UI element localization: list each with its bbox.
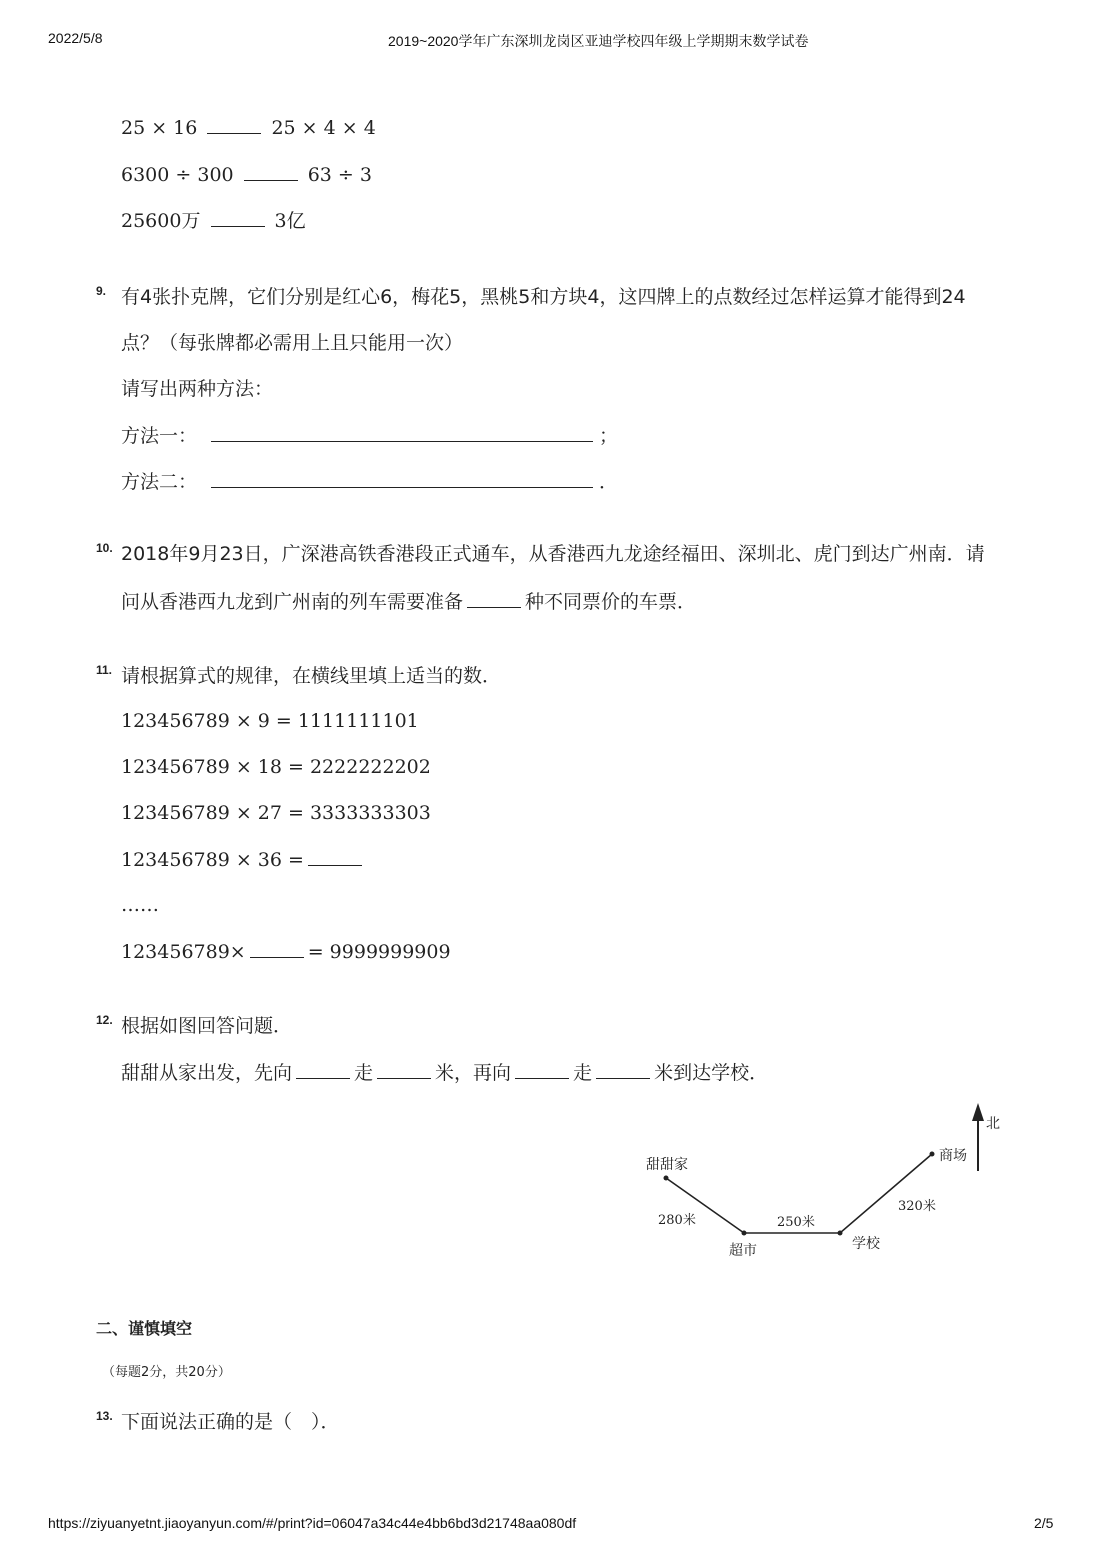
answer-blank bbox=[207, 115, 261, 134]
question-text: 请根据算式的规律，在横线里填上适当的数． bbox=[121, 665, 502, 687]
question-number: 12. bbox=[96, 1013, 113, 1027]
answer-blank bbox=[296, 1060, 350, 1079]
question-text: 根据如图回答问题． bbox=[121, 1015, 293, 1037]
question-number: 11. bbox=[96, 663, 113, 677]
answer-blank bbox=[596, 1060, 650, 1079]
answer-blank bbox=[244, 162, 298, 181]
compare-left: 6300 ÷ 300 bbox=[121, 164, 234, 186]
question-text: 下面说法正确的是（ ）． bbox=[121, 1411, 340, 1433]
question-text-row bbox=[121, 589, 696, 614]
equation-row bbox=[121, 847, 366, 872]
distance-label: 250米 bbox=[777, 1215, 815, 1230]
school-label: 学校 bbox=[852, 1236, 880, 1252]
equation: 123456789× bbox=[121, 941, 246, 963]
compare-right: 63 ÷ 3 bbox=[307, 164, 372, 186]
equation: 123456789 × 9 = 1111111101 bbox=[121, 710, 419, 732]
mall-label: 商场 bbox=[939, 1148, 967, 1164]
compare-row-2 bbox=[121, 162, 372, 187]
question-text: 米，再向 bbox=[435, 1062, 512, 1084]
page-number: 2/5 bbox=[1034, 1515, 1054, 1531]
question-number: 10. bbox=[96, 541, 113, 555]
question-text-row bbox=[121, 1060, 768, 1085]
answer-blank bbox=[250, 939, 304, 958]
compare-right: 25 × 4 × 4 bbox=[271, 117, 376, 139]
question-text: 甜甜从家出发，先向 bbox=[121, 1062, 293, 1084]
supermarket-label: 超市 bbox=[729, 1243, 757, 1259]
equation-row bbox=[121, 939, 451, 964]
school-point bbox=[838, 1231, 843, 1236]
compare-row-1 bbox=[121, 115, 376, 140]
equation: 123456789 × 36 = bbox=[121, 849, 304, 871]
equation: = 9999999909 bbox=[307, 941, 451, 963]
question-text: 有4张扑克牌，它们分别是红心6，梅花5，黑桃5和方块4，这四牌上的点数经过怎样运算才能得到24 bbox=[121, 286, 966, 308]
answer-blank bbox=[308, 847, 362, 866]
question-text: 走 bbox=[354, 1062, 374, 1084]
print-date: 2022/5/8 bbox=[48, 30, 103, 46]
compare-right: 3亿 bbox=[274, 210, 306, 232]
distance-label: 280米 bbox=[658, 1213, 696, 1228]
answer-blank bbox=[467, 589, 521, 608]
equation: 123456789 × 18 = 2222222202 bbox=[121, 756, 431, 778]
question-number: 13. bbox=[96, 1409, 113, 1423]
question-text: 种不同票价的车票． bbox=[525, 591, 697, 613]
question-text: 请写出两种方法： bbox=[121, 378, 274, 400]
answer-blank bbox=[211, 208, 265, 227]
question-text: 走 bbox=[573, 1062, 593, 1084]
question-text: 2018年9月23日，广深港高铁香港段正式通车，从香港西九龙途经福田、深圳北、虎门到达广州南．请 bbox=[121, 543, 985, 565]
equation: 123456789 × 27 = 3333333303 bbox=[121, 802, 431, 824]
answer-blank bbox=[377, 1060, 431, 1079]
method-label: 方法二： bbox=[121, 471, 198, 493]
punctuation: ； bbox=[599, 425, 619, 447]
north-arrow-icon bbox=[972, 1103, 984, 1121]
method-1-row bbox=[121, 423, 618, 448]
section-note: （每题2分，共20分） bbox=[102, 1365, 231, 1380]
section-title: 二、谨慎填空 bbox=[96, 1319, 193, 1338]
home-label: 甜甜家 bbox=[646, 1157, 688, 1173]
mall-point bbox=[930, 1152, 935, 1157]
method-label: 方法一： bbox=[121, 425, 198, 447]
distance-label: 320米 bbox=[898, 1199, 936, 1214]
question-number: 9. bbox=[96, 284, 107, 298]
question-text: 点？（每张牌都必需用上且只能用一次） bbox=[121, 332, 464, 354]
method-2-row bbox=[121, 469, 618, 494]
compare-left: 25600万 bbox=[121, 210, 201, 232]
question-text: 米到达学校． bbox=[654, 1062, 769, 1084]
answer-blank bbox=[515, 1060, 569, 1079]
footer-url[interactable]: https://ziyuanyetnt.jiaoyanyun.com/#/print?id=06047a34c44e4bb6bd3d21748aa080df bbox=[48, 1515, 577, 1531]
document-title: 2019~2020学年广东深圳龙岗区亚迪学校四年级上学期期末数学试卷 bbox=[388, 33, 809, 49]
north-label: 北 bbox=[986, 1116, 1000, 1132]
question-text: 问从香港西九龙到广州南的列车需要准备 bbox=[121, 591, 464, 613]
compare-left: 25 × 16 bbox=[121, 117, 198, 139]
answer-blank bbox=[211, 423, 593, 442]
home-point bbox=[664, 1176, 669, 1181]
compare-row-3 bbox=[121, 208, 306, 233]
supermarket-point bbox=[742, 1231, 747, 1236]
route-map bbox=[620, 1095, 1040, 1270]
answer-blank bbox=[211, 469, 593, 488]
punctuation: ． bbox=[599, 471, 619, 493]
ellipsis: …… bbox=[121, 894, 159, 916]
